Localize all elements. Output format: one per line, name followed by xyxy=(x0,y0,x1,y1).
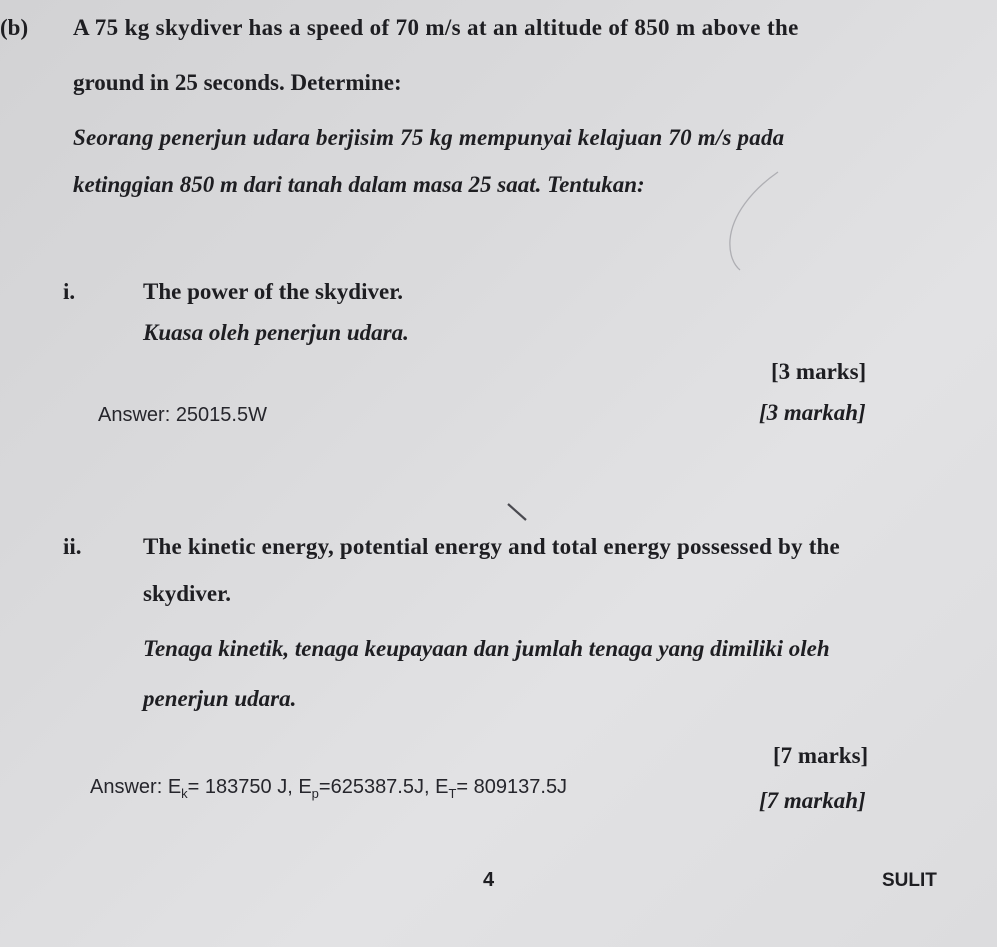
part-i-answer-value: 25015.5W xyxy=(175,404,267,426)
ep-symbol: E xyxy=(298,776,312,798)
part-ii-number: ii. xyxy=(63,534,82,559)
ek-symbol: E xyxy=(167,776,182,798)
part-i-answer xyxy=(98,405,267,425)
part-i-markah xyxy=(759,401,866,424)
question-english-line1: A 75 kg skydiver has a speed of 70 m/s at an altitude of 850 m above the xyxy=(73,15,799,40)
part-ii-english-line2: skydiver. xyxy=(143,581,231,606)
question-malay-line2: ketinggian 850 m dari tanah dalam masa 25 saat. Tentukan: xyxy=(73,172,645,197)
pencil-tick xyxy=(504,500,534,530)
part-i-answer-label: Answer: xyxy=(98,404,171,426)
ek-subscript: k xyxy=(181,786,188,801)
answer-ep xyxy=(298,776,430,801)
part-i-english: The power of the skydiver. xyxy=(143,279,404,304)
part-ii-answer-label: Answer: xyxy=(90,776,163,798)
part-ii-malay-line1: Tenaga kinetik, tenaga keupayaan dan jumlah tenaga yang dimiliki oleh xyxy=(143,636,830,661)
part-i-number: i. xyxy=(63,279,76,304)
ek-value: = 183750 J, xyxy=(187,776,293,798)
part-ii-answer xyxy=(90,777,567,800)
pencil-mark xyxy=(722,170,782,280)
answer-ek xyxy=(167,776,293,801)
et-value: = 809137.5J xyxy=(456,776,568,798)
ep-subscript: p xyxy=(311,786,319,801)
ep-value: =625387.5J, xyxy=(318,776,430,798)
part-i-markah-text: [3 markah] xyxy=(759,400,866,425)
part-ii-markah: [7 markah] xyxy=(759,788,866,813)
sulit-label: SULIT xyxy=(882,870,937,891)
page-number: 4 xyxy=(483,869,495,891)
part-ii-malay-line2: penerjun udara. xyxy=(143,686,297,711)
question-label: (b) xyxy=(0,15,29,40)
part-i-marks: [3 marks] xyxy=(771,359,867,384)
et-subscript: T xyxy=(448,786,457,801)
question-english-line2: ground in 25 seconds. Determine: xyxy=(73,70,402,95)
et-symbol: E xyxy=(435,776,449,798)
part-ii-english-line1: The kinetic energy, potential energy and total energy possessed by the xyxy=(143,534,840,559)
part-ii-marks: [7 marks] xyxy=(773,743,869,768)
question-malay-line1: Seorang penerjun udara berjisim 75 kg mempunyai kelajuan 70 m/s pada xyxy=(73,125,785,150)
answer-et xyxy=(435,776,568,801)
part-i-malay: Kuasa oleh penerjun udara. xyxy=(143,320,409,345)
